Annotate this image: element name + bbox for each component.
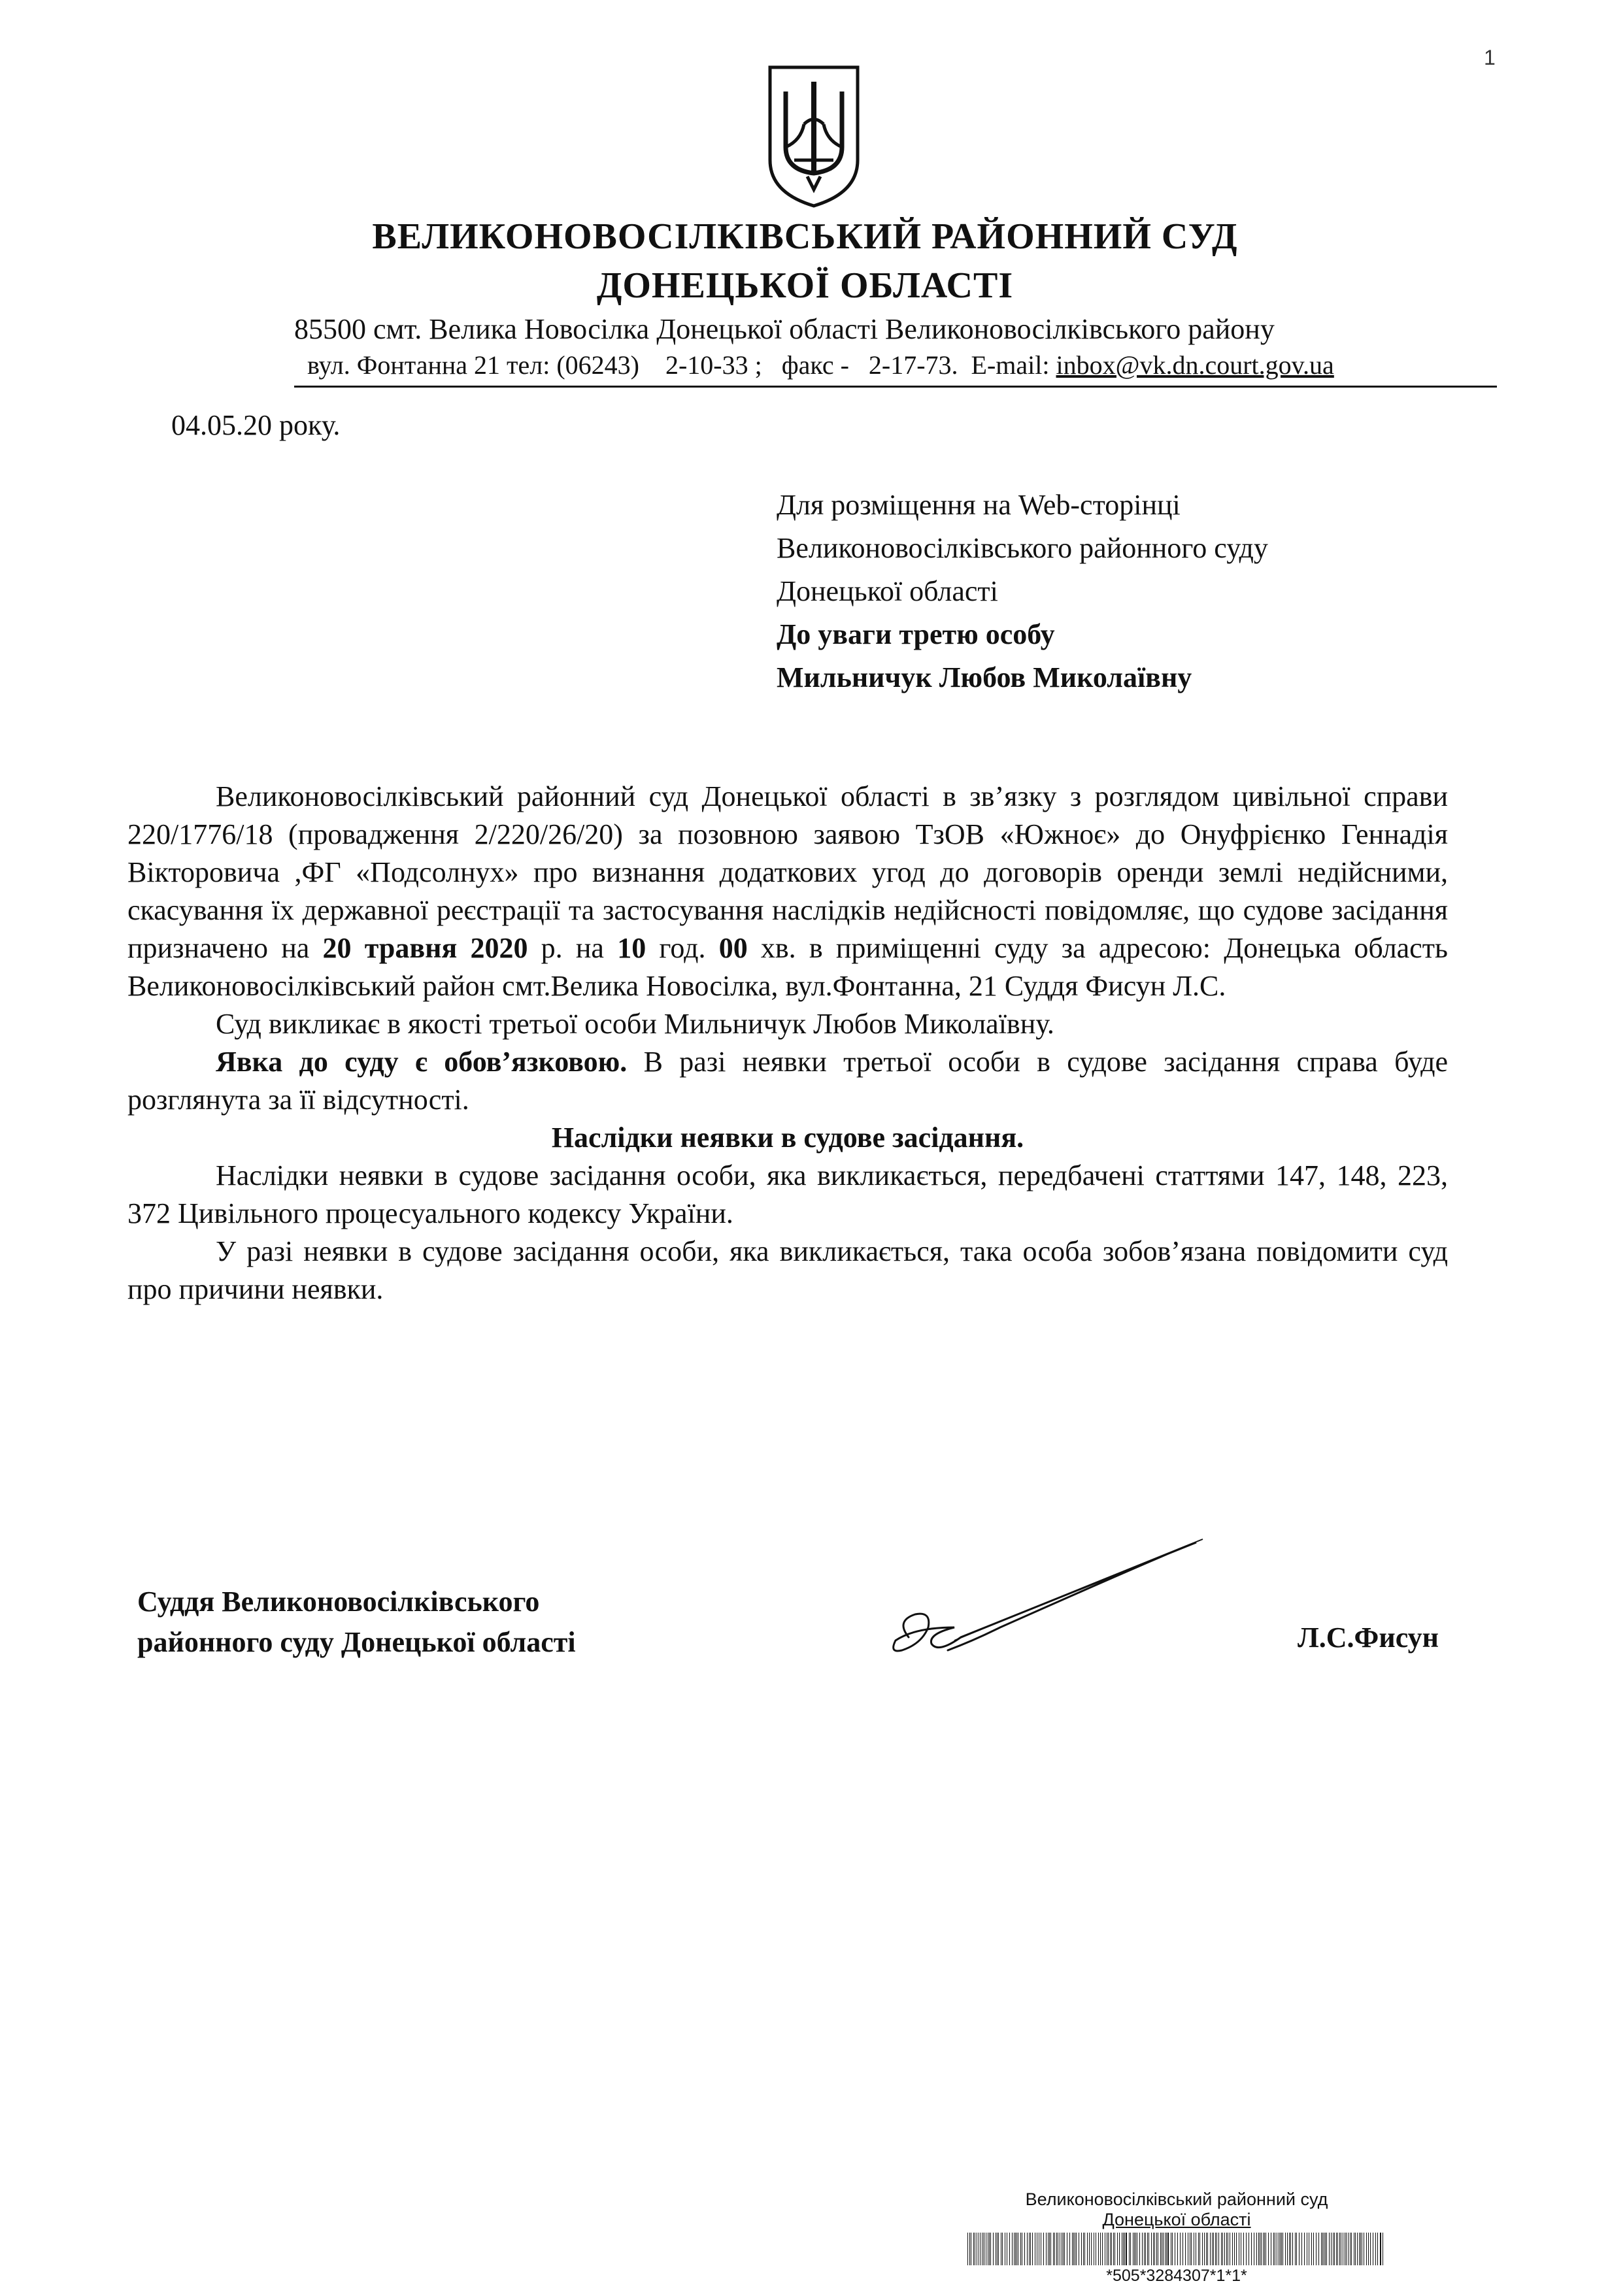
barcode-bar [967,2233,968,2265]
barcode-bar [1339,2233,1340,2265]
barcode-bar [998,2233,999,2265]
barcode-bar [1202,2233,1203,2265]
barcode-bar [1243,2233,1244,2265]
barcode-bar [1210,2233,1211,2265]
barcode-bar [1268,2233,1269,2265]
contact-details: вул. Фонтанна 21 тел: (06243) 2-10-33 ; факс - 2-17-73. E-mail: [307,350,1056,380]
court-name-line2: ДОНЕЦЬКОЇ ОБЛАСТІ [596,265,1014,306]
barcode-bar [1054,2233,1055,2265]
header-divider [294,386,1497,388]
barcode-bar [1207,2233,1208,2265]
barcode-bar [1246,2233,1247,2265]
barcode-bar [1258,2233,1259,2265]
barcode-bar [1024,2233,1025,2265]
barcode-bar [1313,2233,1314,2265]
barcode-bar [1360,2233,1361,2265]
barcode-bar [1014,2233,1015,2265]
barcode-bar [1226,2233,1227,2265]
judge-title [137,1582,576,1663]
barcode-bar [1316,2233,1317,2265]
barcode-bar [1377,2233,1378,2265]
barcode-bar [989,2233,990,2265]
barcode-bar [1311,2233,1312,2265]
barcode-bar [1156,2233,1157,2265]
barcode-bar [1110,2233,1111,2265]
barcode-bar [1281,2233,1282,2265]
barcode-bar [1091,2233,1092,2265]
barcode-bar [1130,2233,1131,2265]
hearing-minutes: 00 [718,932,748,964]
recipient-line1: Для розміщення на Web-сторінці [777,489,1181,521]
court-address-line1: 85500 смт. Велика Новосілка Донецької області Великоновосілківського району [294,313,1275,345]
barcode-bar [1285,2233,1286,2265]
judge-name: Л.С.Фисун [1298,1622,1439,1654]
consequences-heading: Наслідки неявки в судове засідання. [551,1122,1024,1154]
barcode-bar [1357,2233,1358,2265]
barcode-bar [1213,2233,1214,2265]
barcode-bar [1053,2233,1054,2265]
barcode-bar [1261,2233,1262,2265]
barcode-bar [1009,2233,1010,2265]
barcode-bar [1030,2233,1031,2265]
document-date: 04.05.20 року. [171,409,341,441]
barcode-bar [1043,2233,1044,2265]
barcode-bar [1063,2233,1064,2265]
barcode-bar [1144,2233,1145,2265]
barcode-bar [1236,2233,1237,2265]
barcode-bar [1224,2233,1225,2265]
notice-paragraph-1 [127,778,1448,1005]
barcode-bar [1304,2233,1305,2265]
barcode-bar [1126,2233,1127,2265]
barcode-bar [1348,2233,1349,2265]
barcode-bar [1154,2233,1155,2265]
barcode-bar [1366,2233,1367,2265]
barcode-bar [1142,2233,1143,2265]
barcode-bar [1076,2233,1077,2265]
barcode-bar [1117,2233,1118,2265]
barcode-bar [1289,2233,1290,2265]
barcode-bar [997,2233,998,2265]
barcode-bar [1334,2233,1335,2265]
barcode-bar [1135,2233,1136,2265]
barcode-bar [1134,2233,1135,2265]
recipient-line4: До уваги третю особу [777,618,1055,650]
barcode-bar [1165,2233,1166,2265]
hearing-hour: 10 [617,932,646,964]
barcode-bar [1151,2233,1152,2265]
barcode-bar [1089,2233,1090,2265]
barcode-bar [1251,2233,1252,2265]
barcode-bar [1331,2233,1332,2265]
barcode-bar [1329,2233,1330,2265]
barcode-bar [1368,2233,1369,2265]
barcode-bar [990,2233,991,2265]
barcode-bar [1198,2233,1199,2265]
barcode-bar [1083,2233,1084,2265]
barcode-bar [1212,2233,1213,2265]
barcode-bar [1123,2233,1124,2265]
recipient-line3: Донецької області [777,575,998,607]
barcode-bar [973,2233,974,2265]
email-link[interactable]: inbox@vk.dn.court.gov.ua [1056,350,1334,380]
barcode-bar [1222,2233,1223,2265]
barcode-bar [1072,2233,1073,2265]
notice-text: р. на [528,932,618,964]
page-number: 1 [1484,46,1496,69]
barcode-number: *505*3284307*1*1* [1106,2267,1247,2285]
barcode-bar [1167,2233,1169,2265]
barcode-bar [1359,2233,1360,2265]
recipient-block [777,484,1268,699]
barcode-bar [1073,2233,1074,2265]
barcode-bar [1256,2233,1257,2265]
barcode-bar [1032,2233,1033,2265]
barcode-bar [1351,2233,1352,2265]
barcode-bar [1263,2233,1264,2265]
barcode-bar [1336,2233,1337,2265]
barcode-bar [1380,2233,1381,2265]
notice-text: Великоновосілківський районний суд Донецької області в зв’язку з розглядом цивільної справи 220/1776/18 (провадження 2/220/26/20) за позовною заявою ТзОВ «Южноє» до Онуфрієнко Геннадія Вікторовича ,ФГ «Подсолнух» про визнання додаткових угод до договорів оренди землі недійсними, скасування їх державної реєстрації та застосування наслідків недійсності повідомляє, що судове засідання призначено на [127,780,1448,964]
barcode-bar [1084,2233,1085,2265]
barcode-icon [967,2233,1386,2265]
barcode-bar [1108,2233,1109,2265]
registration-stamp [961,2189,1392,2286]
barcode-bar [1321,2233,1322,2265]
barcode-bar [1215,2233,1216,2265]
barcode-bar [1129,2233,1130,2265]
barcode-bar [1015,2233,1016,2265]
notice-paragraph-3 [127,1043,1448,1119]
barcode-bar [1370,2233,1371,2265]
barcode-bar [1337,2233,1338,2265]
stamp-line2: Донецької області [1102,2210,1251,2229]
notice-paragraph-4: Наслідки неявки в судове засідання особи, яка викликається, передбачені статтями 147, 148, 223, 372 Цивільного процесуального кодексу України. [127,1159,1448,1229]
barcode-bar [1346,2233,1347,2265]
barcode-bar [1232,2233,1233,2265]
barcode-bar [1119,2233,1120,2265]
barcode-bar [1012,2233,1013,2265]
barcode-bar [1050,2233,1051,2265]
barcode-bar [1355,2233,1356,2265]
barcode-bar [1221,2233,1222,2265]
barcode-bar [1111,2233,1112,2265]
barcode-bar [1160,2233,1161,2265]
attendance-mandatory: Явка до суду є обов’язковою. [216,1046,628,1078]
barcode-bar [1299,2233,1300,2265]
barcode-bar [969,2233,970,2265]
barcode-bar [1322,2233,1323,2265]
barcode-bar [1124,2233,1125,2265]
barcode-bar [1069,2233,1070,2265]
barcode-bar [1218,2233,1219,2265]
barcode-bar [1287,2233,1288,2265]
barcode-bar [1113,2233,1114,2265]
court-address-line2 [307,350,1334,380]
barcode-bar [1264,2233,1265,2265]
barcode-bar [1325,2233,1326,2265]
barcode-bar [1153,2233,1154,2265]
barcode-bar [1172,2233,1173,2265]
barcode-bar [1087,2233,1088,2265]
barcode-bar [1002,2233,1003,2265]
barcode-bar [1027,2233,1028,2265]
notice-text: год. [646,932,719,964]
notice-paragraph-5: У разі неявки в судове засідання особи, яка викликається, така особа зобов’язана повідомити суд про причини неявки. [127,1235,1448,1305]
court-name-line1: ВЕЛИКОНОВОСІЛКІВСЬКИЙ РАЙОННИЙ СУД [372,216,1238,257]
notice-text: В разі неявки третьої особи в судове засідання справа буде розглянута за її відсутності. [127,1046,1448,1116]
judge-title-line1: Суддя Великоновосілківського [137,1586,540,1618]
recipient-line5: Мильничук Любов Миколаївну [777,661,1192,693]
barcode-bar [1318,2233,1319,2265]
handwritten-signature [869,1529,1209,1686]
barcode-bar [1180,2233,1181,2265]
stamp-line1: Великоновосілківський районний суд [1025,2189,1328,2209]
barcode-bar [1206,2233,1207,2265]
notice-body [127,778,1448,1308]
barcode-bar [1191,2233,1192,2265]
barcode-bar [1185,2233,1186,2265]
barcode-bar [1292,2233,1293,2265]
barcode-bar [1064,2233,1065,2265]
barcode-bar [1081,2233,1082,2265]
notice-paragraph-2: Суд викликає в якості третьої особи Мильничук Любов Миколаївну. [216,1008,1054,1040]
notice-text: хв. в приміщенні суду за адресою: Донецька область Великоновосілківський район смт.Велика Новосілка, вул.Фонтанна, 21 Суддя Фисун Л.С. [127,932,1448,1002]
barcode-bar [1375,2233,1376,2265]
hearing-date: 20 травня 2020 [322,932,528,964]
barcode-bar [1280,2233,1281,2265]
barcode-bar [1102,2233,1103,2265]
barcode-bar [1326,2233,1327,2265]
barcode-bar [1177,2233,1178,2265]
barcode-bar [1234,2233,1235,2265]
barcode-bar [1056,2233,1057,2265]
barcode-bar [1166,2233,1167,2265]
barcode-bar [1290,2233,1291,2265]
barcode-bar [1204,2233,1205,2265]
barcode-bar [1273,2233,1274,2265]
barcode-bar [1163,2233,1164,2265]
barcode-bar [1295,2233,1296,2265]
judge-title-line2: районного суду Донецької області [137,1626,576,1658]
barcode-bar [1098,2233,1099,2265]
barcode-bar [1301,2233,1302,2265]
barcode-bar [1199,2233,1200,2265]
barcode-bar [1100,2233,1101,2265]
barcode-bar [1182,2233,1183,2265]
barcode-bar [1139,2233,1140,2265]
barcode-bar [1020,2233,1021,2265]
barcode-bar [1296,2233,1297,2265]
barcode-bar [1147,2233,1148,2265]
trident-emblem-icon [765,62,863,209]
barcode-bar [1216,2233,1217,2265]
barcode-bar [993,2233,994,2265]
barcode-bar [1016,2233,1017,2265]
barcode-bar [1046,2233,1047,2265]
barcode-bar [982,2233,983,2265]
barcode-bar [1049,2233,1050,2265]
barcode-bar [1029,2233,1030,2265]
barcode-bar [1145,2233,1146,2265]
recipient-line2: Великоновосілківського районного суду [777,532,1268,564]
